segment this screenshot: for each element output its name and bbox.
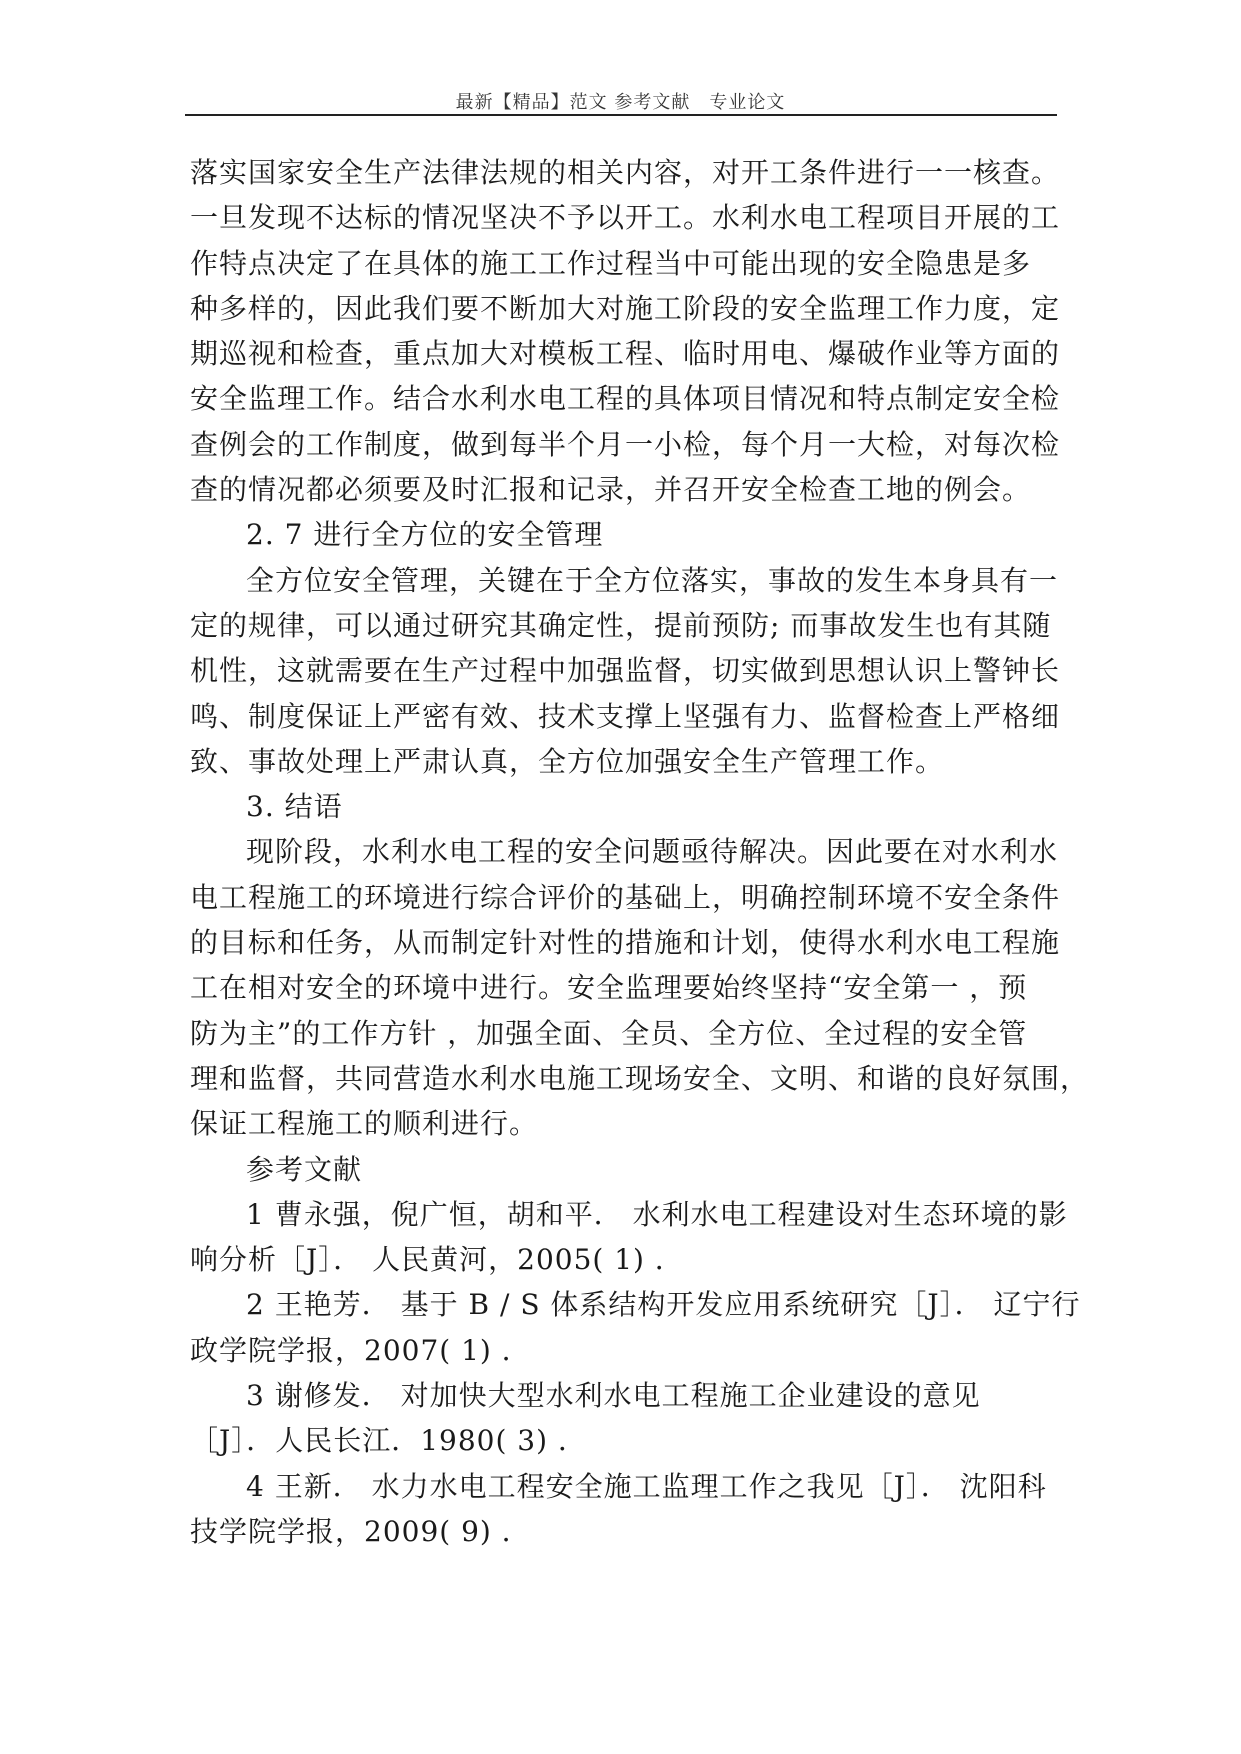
paragraph-line: 作特点决定了在具体的施工工作过程当中可能出现的安全隐患是多 [190,246,1032,280]
paragraph-line: 种多样的，因此我们要不断加大对施工阶段的安全监理工作力度，定 [190,291,1061,325]
paragraph-line: 电工程施工的环境进行综合评价的基础上，明确控制环境不安全条件 [190,880,1061,914]
paragraph-line: 查的情况都必须要及时汇报和记录，并召开安全检查工地的例会。 [190,473,1032,507]
header-divider [185,114,1057,116]
paragraph-line: 安全监理工作。结合水利水电工程的具体项目情况和特点制定安全检 [190,382,1061,416]
paragraph-line: 保证工程施工的顺利进行。 [190,1107,539,1141]
section-heading: 2. 7 进行全方位的安全管理 [246,518,604,552]
paragraph-line: 工在相对安全的环境中进行。安全监理要始终坚持“安全第一 ，预 [190,971,1028,1005]
paragraph-line: 机性，这就需要在生产过程中加强监督，切实做到思想认识上警钟长 [190,654,1061,688]
paragraph-line: 理和监督，共同营造水利水电施工现场安全、文明、和谐的良好氛围， [190,1061,1090,1095]
paragraph-line: 全方位安全管理，关键在于全方位落实，事故的发生本身具有一 [246,563,1059,597]
reference-item-continuation: 技学院学报，2009( 9) ． [190,1514,531,1548]
page-header: 最新【精品】范文 参考文献 专业论文 [455,92,786,113]
references-heading: 参考文献 [246,1152,363,1186]
paragraph-line: 的目标和任务，从而制定针对性的措施和计划，使得水利水电工程施 [190,926,1061,960]
reference-item: 3 谢修发． 对加快大型水利水电工程施工企业建设的意见 [246,1379,981,1413]
paragraph-line: 一旦发现不达标的情况坚决不予以开工。水利水电工程项目开展的工 [190,201,1061,235]
paragraph-line: 查例会的工作制度，做到每半个月一小检，每个月一大检，对每次检 [190,427,1061,461]
reference-item: 1 曹永强，倪广恒，胡和平． 水利水电工程建设对生态环境的影 [246,1197,1068,1231]
section-heading: 3. 结语 [246,790,343,824]
paragraph-line: 落实国家安全生产法律法规的相关内容，对开工条件进行一一核查。 [190,156,1061,189]
paragraph-line: 防为主”的工作方针 ，加强全面、全员、全方位、全过程的安全管 [190,1016,1028,1050]
paragraph-line: 定的规律，可以通过研究其确定性，提前预防; 而事故发生也有其随 [190,608,1052,642]
reference-item-continuation: ［J］．人民长江．1980( 3) ． [190,1424,587,1458]
paragraph-line: 期巡视和检查，重点加大对模板工程、临时用电、爆破作业等方面的 [190,337,1061,371]
paragraph-line: 现阶段，水利水电工程的安全问题亟待解决。因此要在对水利水 [246,835,1059,869]
reference-item: 4 王新． 水力水电工程安全施工监理工作之我见［J］． 沈阳科 [246,1469,1047,1503]
reference-item-continuation: 响分析［J］． 人民黄河，2005( 1) ． [190,1243,684,1277]
reference-item-continuation: 政学院学报，2007( 1) ． [190,1333,531,1367]
reference-item: 2 王艳芳． 基于 B / S 体系结构开发应用系统研究［J］． 辽宁行 [246,1288,1081,1322]
paragraph-line: 致、事故处理上严肃认真，全方位加强安全生产管理工作。 [190,744,945,778]
paragraph-line: 鸣、制度保证上严密有效、技术支撑上坚强有力、监督检查上严格细 [190,699,1061,733]
document-body [190,150,1090,1554]
